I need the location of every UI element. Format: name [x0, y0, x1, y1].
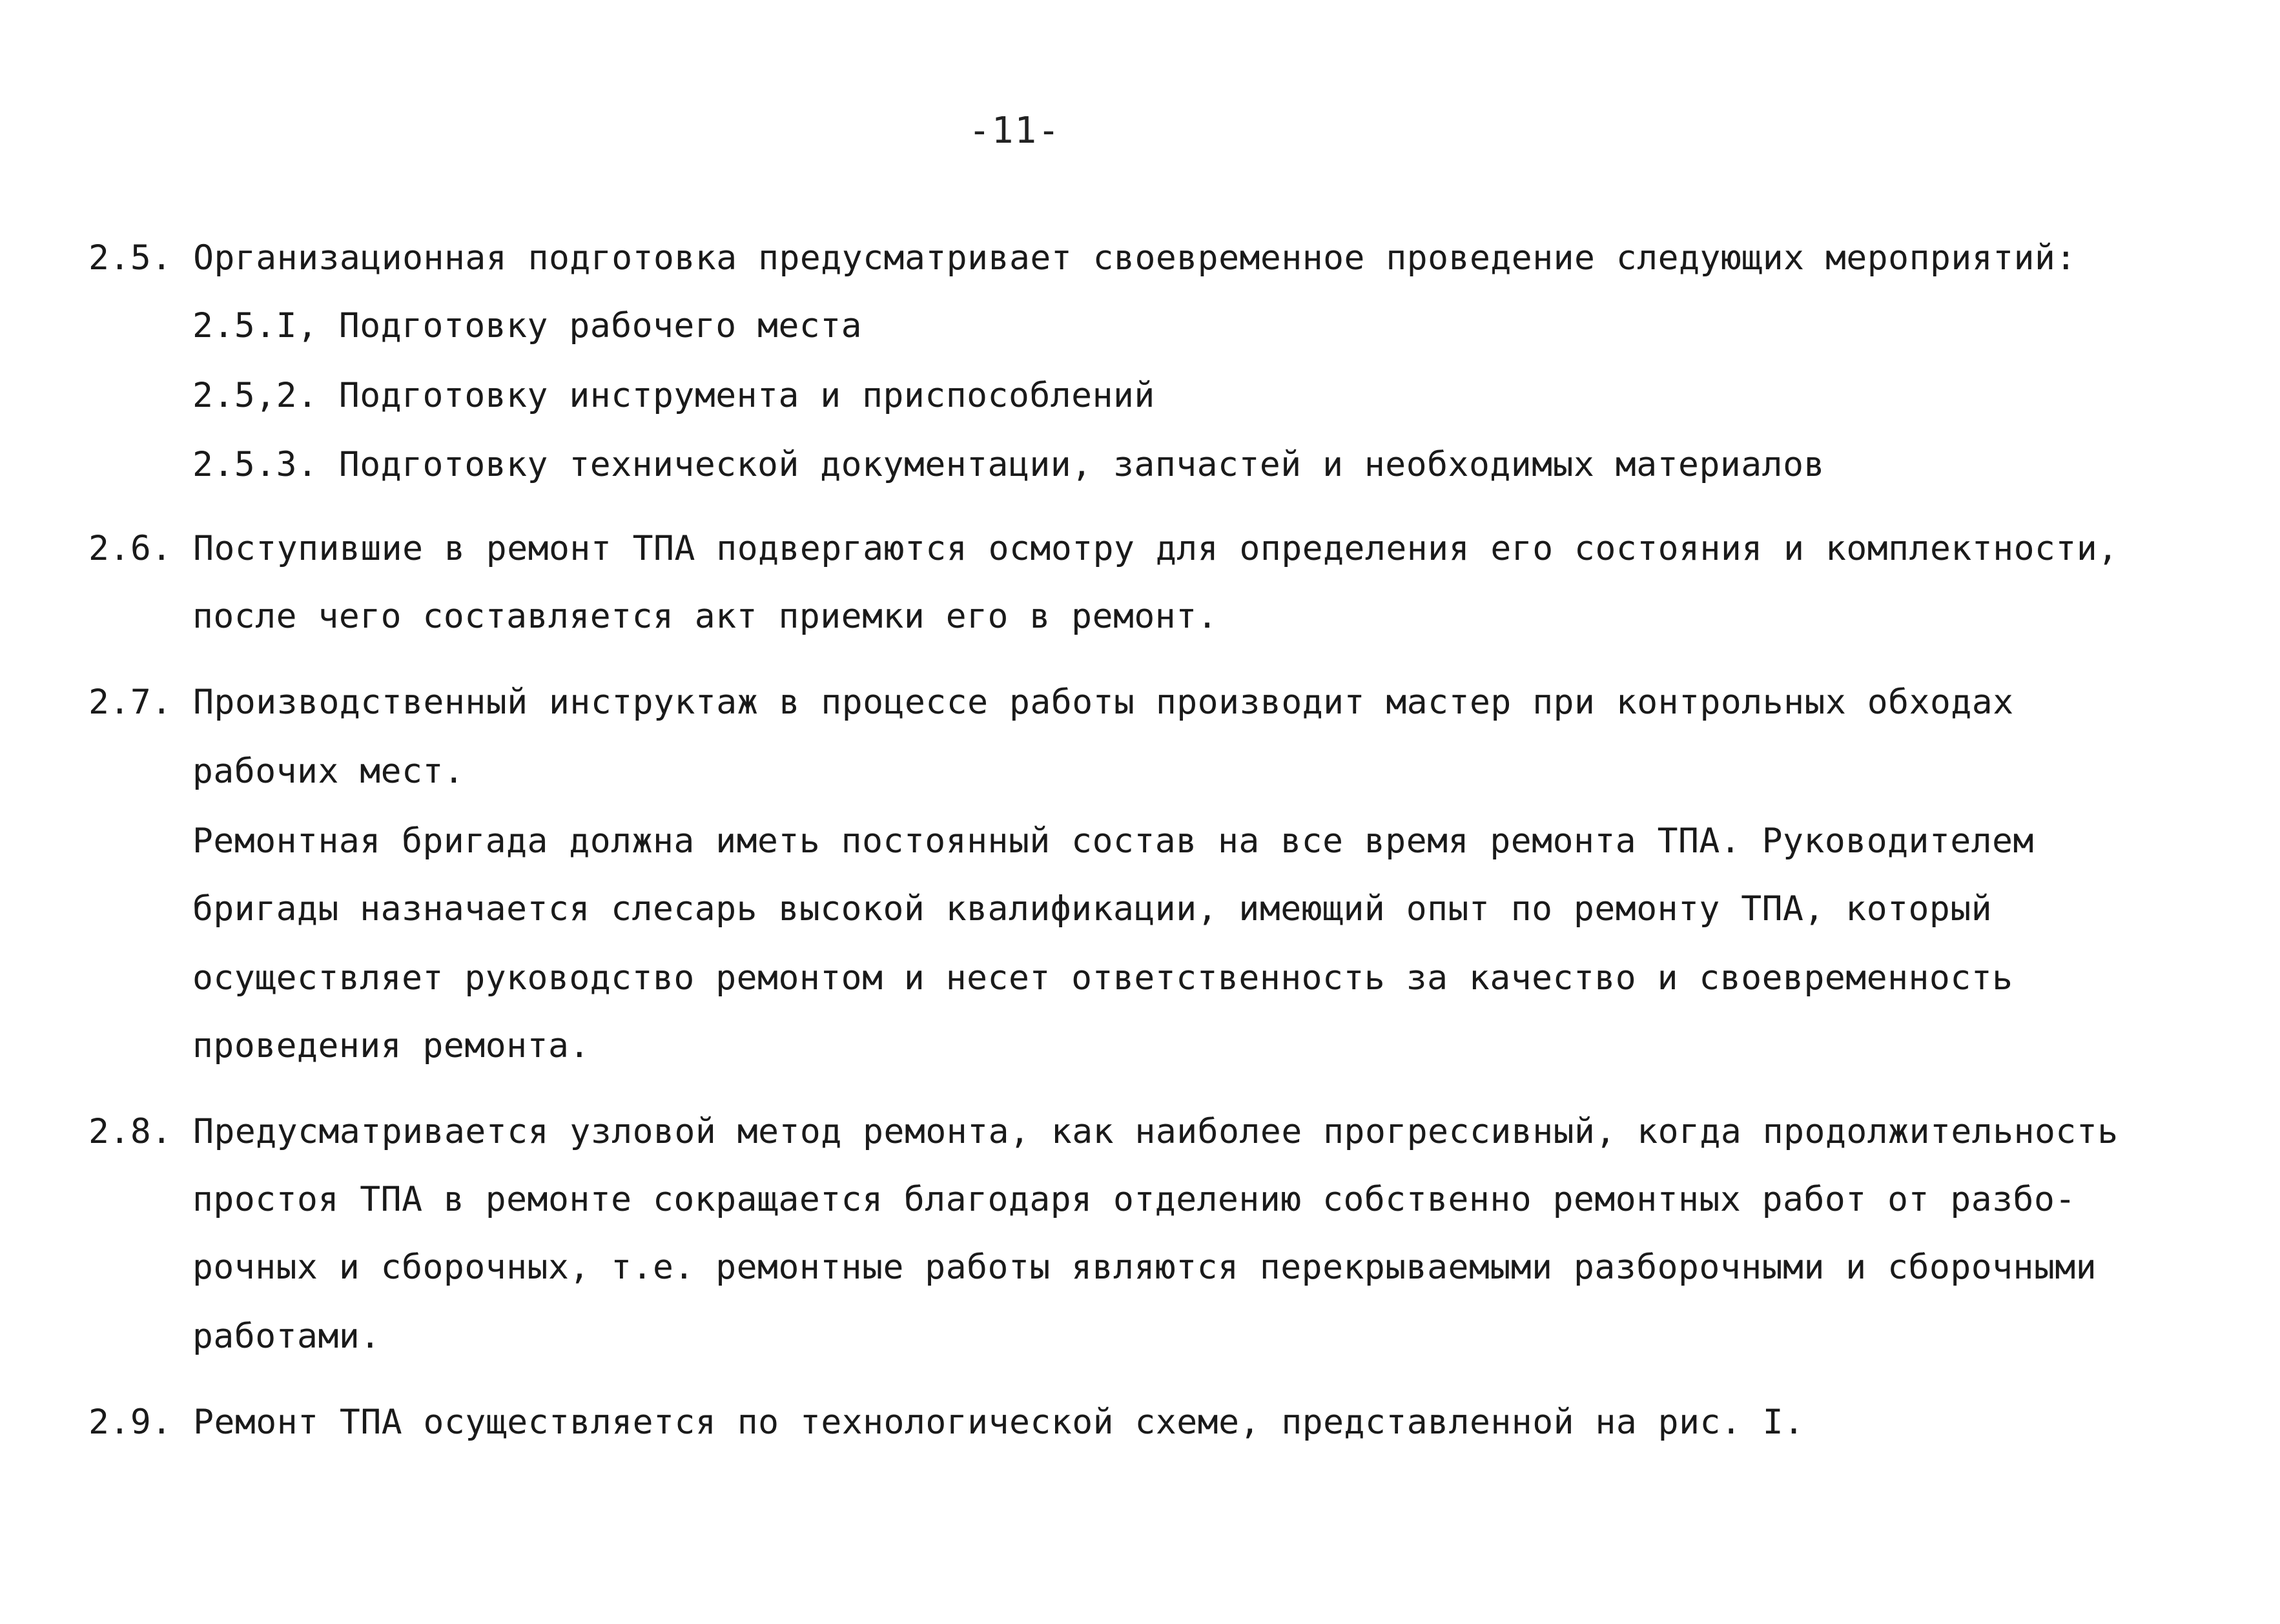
subitem-number: 2.5.3.	[192, 445, 318, 484]
paragraph-text: Поступившие в ремонт ТПА подвергаются осмотру для определения его состояния и комплектности,	[193, 529, 2119, 568]
paragraph-2-9-line-1	[88, 1400, 1805, 1445]
paragraph-2-7-line-5	[192, 956, 2013, 1001]
subitem-number: 2.5,2.	[192, 376, 318, 415]
subitem-2-5-3	[192, 442, 1825, 488]
paragraph-number: 2.9.	[88, 1403, 172, 1442]
paragraph-2-7-line-2	[192, 749, 464, 794]
paragraph-2-7-line-6	[192, 1023, 590, 1069]
paragraph-text: рочных и сборочных, т.е. ремонтные работы являются перекрываемыми разборочными и сборочными	[192, 1248, 2097, 1287]
paragraph-2-5-line-1	[88, 236, 2077, 281]
page-number: -11-	[969, 110, 1061, 152]
subitem-2-5-2	[192, 373, 1155, 418]
paragraph-2-6-line-1	[88, 526, 2119, 571]
subitem-number: 2.5.I,	[192, 306, 318, 345]
paragraph-text: бригады назначается слесарь высокой квалификации, имеющий опыт по ремонту ТПА, который	[192, 889, 1993, 929]
paragraph-text: Производственный инструктаж в процессе работы производит мастер при контрольных обходах	[193, 683, 2014, 722]
paragraph-text: проведения ремонта.	[192, 1026, 590, 1065]
paragraph-text: Предусматривается узловой метод ремонта, как наиболее прогрессивный, когда продолжительность	[193, 1112, 2119, 1151]
paragraph-text: Организационная подготовка предусматривает своевременное проведение следующих мероприятий:	[193, 238, 2077, 278]
paragraph-text: работами.	[192, 1317, 381, 1356]
paragraph-text: после чего составляется акт приемки его в ремонт.	[192, 597, 1218, 636]
paragraph-2-7-line-1	[88, 680, 2014, 725]
paragraph-text: осуществляет руководство ремонтом и несет ответственность за качество и своевременность	[192, 958, 2013, 998]
paragraph-2-7-line-3	[192, 819, 2034, 864]
subitem-2-5-1	[192, 303, 862, 349]
paragraph-2-6-line-2	[192, 594, 1218, 639]
paragraph-number: 2.6.	[88, 529, 172, 568]
paragraph-number: 2.8.	[88, 1112, 172, 1151]
paragraph-number: 2.7.	[88, 683, 172, 722]
paragraph-text: Ремонтная бригада должна иметь постоянный состав на все время ремонта ТПА. Руководителем	[192, 821, 2034, 861]
subitem-text: Подготовку рабочего места	[338, 306, 863, 345]
paragraph-text: Ремонт ТПА осуществляется по технологической схеме, представленной на рис. I.	[193, 1403, 1805, 1442]
paragraph-text: простоя ТПА в ремонте сокращается благодаря отделению собственно ремонтных работ от разбо-	[192, 1180, 2076, 1219]
paragraph-2-8-line-2	[192, 1177, 2076, 1222]
paragraph-2-8-line-1	[88, 1109, 2119, 1155]
subitem-text: Подготовку технической документации, запчастей и необходимых материалов	[338, 445, 1825, 484]
paragraph-text: рабочих мест.	[192, 752, 465, 791]
paragraph-2-8-line-4	[192, 1314, 381, 1359]
paragraph-number: 2.5.	[88, 238, 172, 278]
subitem-text: Подготовку инструмента и приспособлений	[338, 376, 1155, 415]
paragraph-2-7-line-4	[192, 887, 1992, 932]
paragraph-2-8-line-3	[192, 1245, 2097, 1290]
